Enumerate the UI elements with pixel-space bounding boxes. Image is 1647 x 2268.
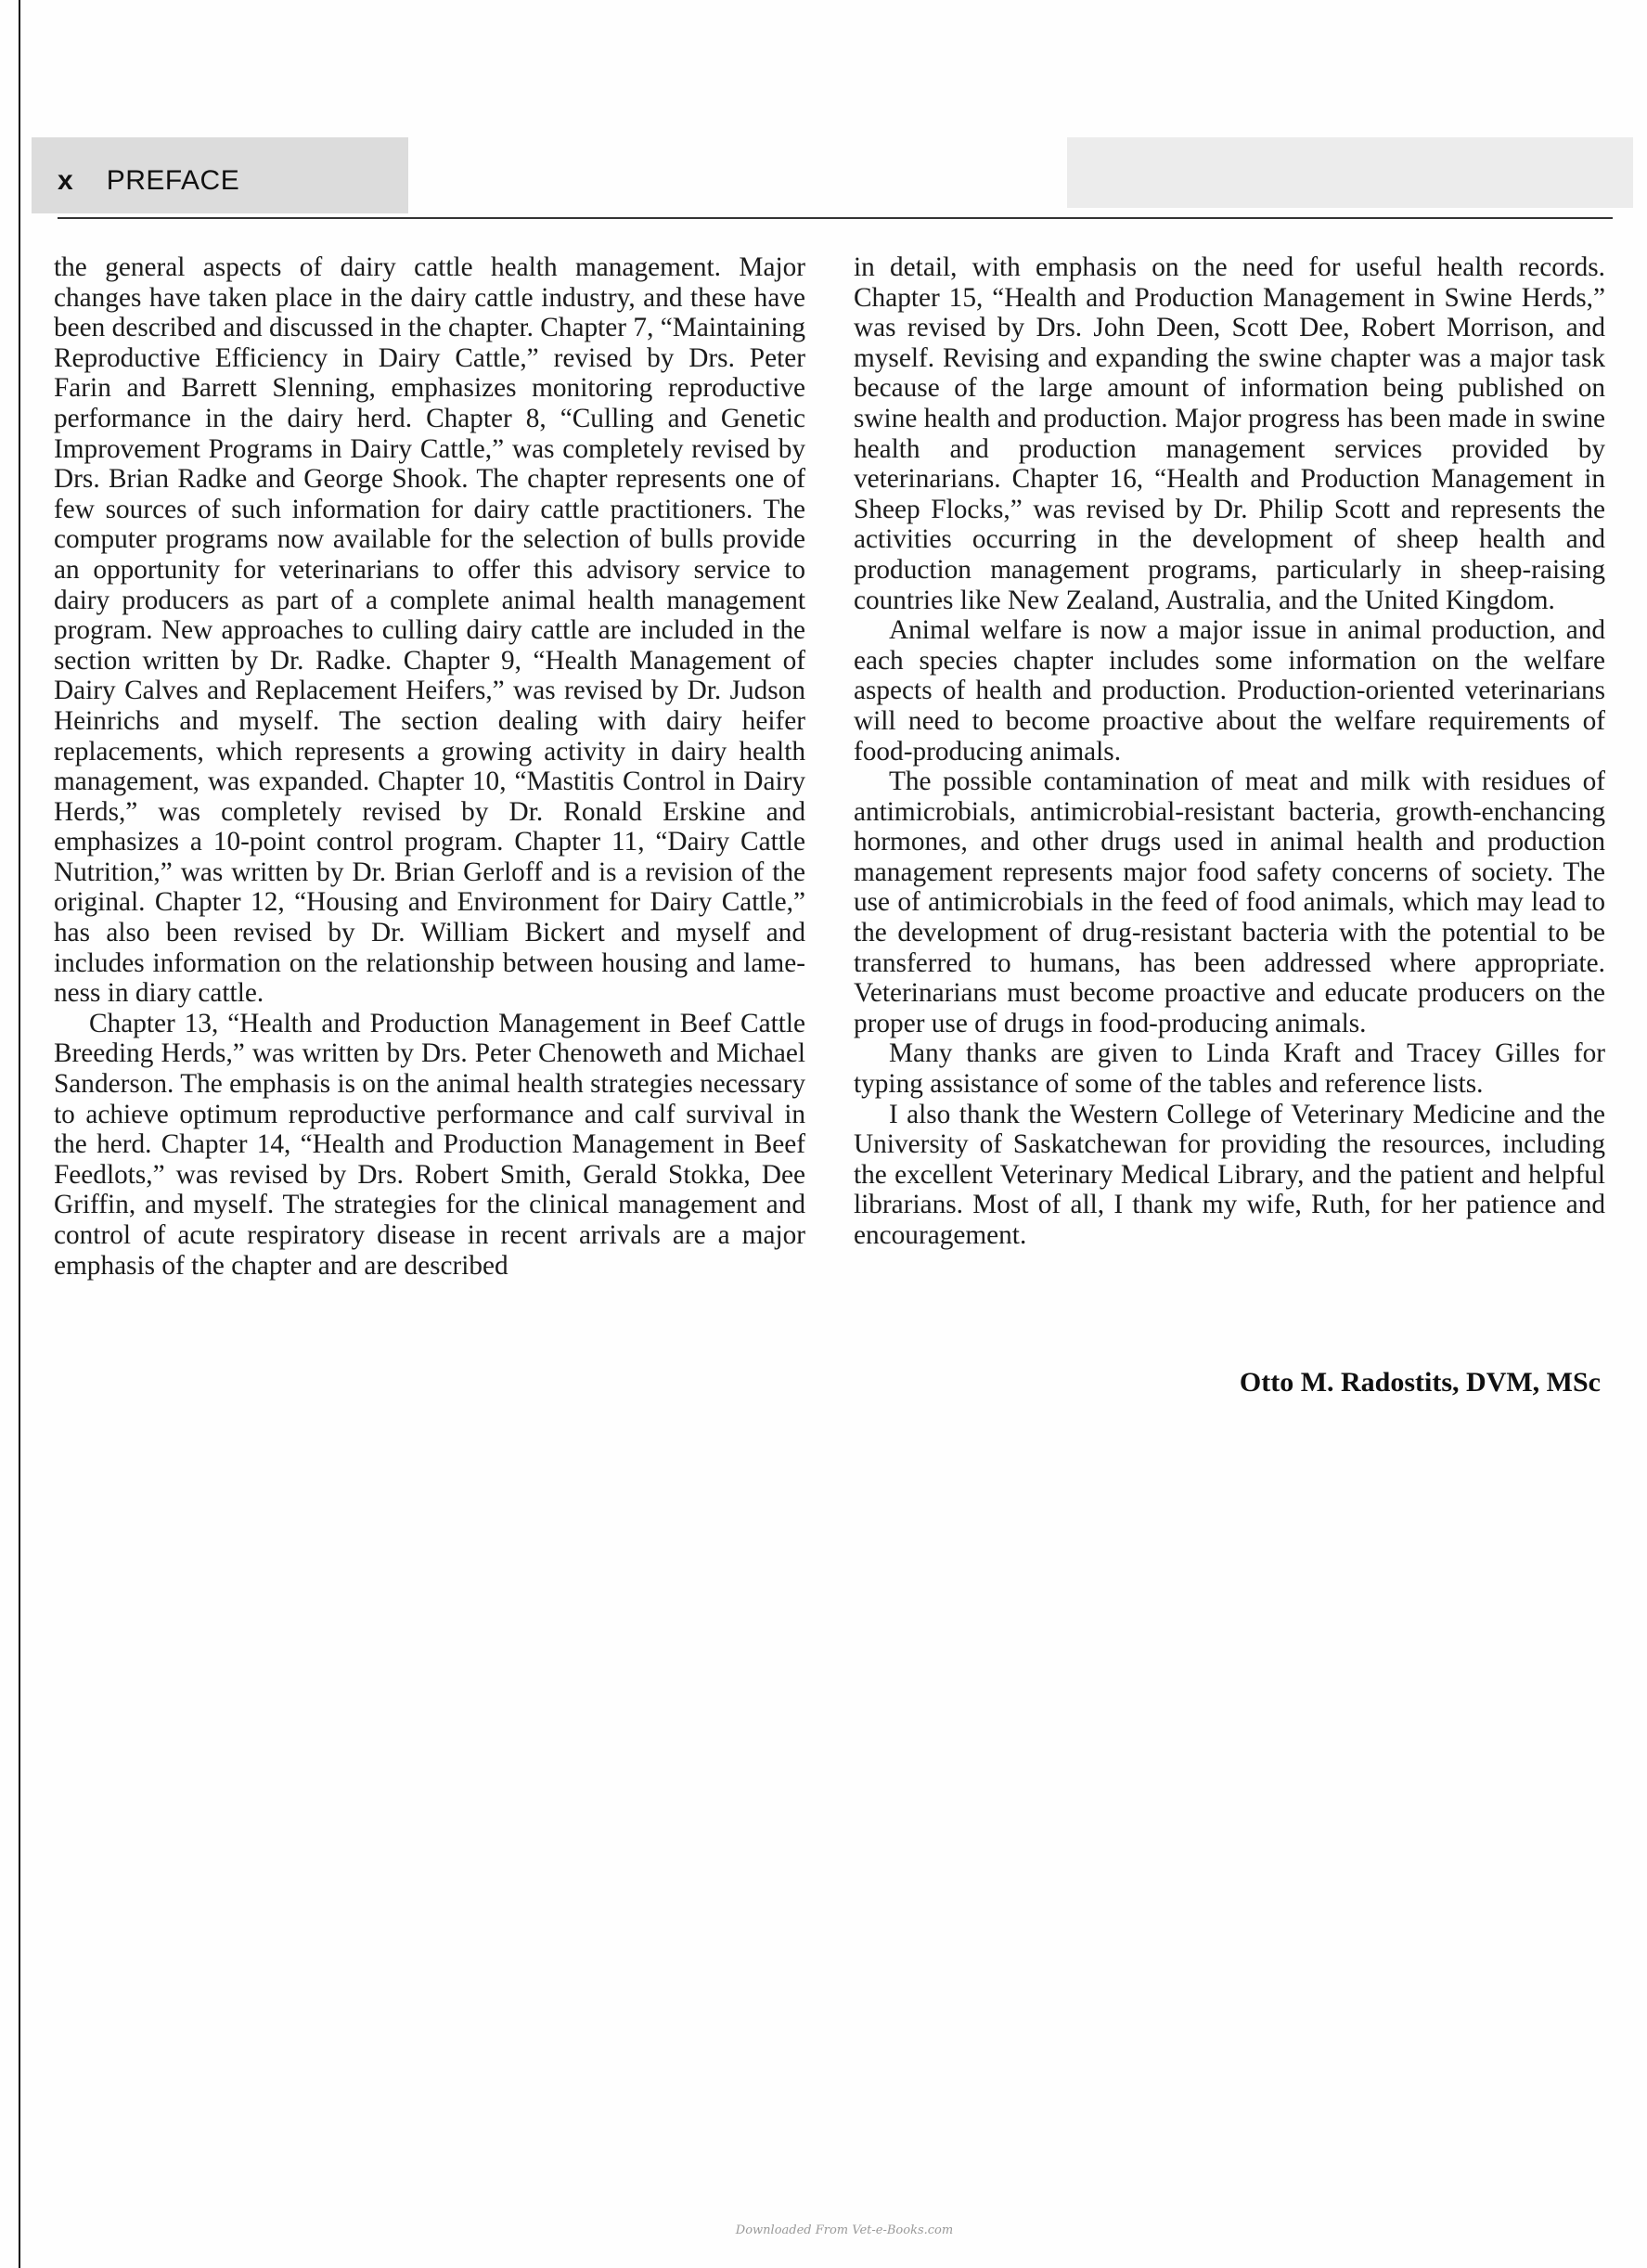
left-column: [54, 252, 805, 1281]
paragraph: Animal welfare is now a major issue in animal production, and each species chapter includes some information on the welfare aspects of health and production. Production-oriented veterinarians will need to become proactive about the welfare requirements of food-producing animals.: [854, 615, 1605, 767]
watermark: Downloaded From Vet-e-Books.com: [735, 2223, 954, 2237]
author-signature: Otto M. Radostits, DVM, MSc: [1239, 1367, 1601, 1398]
paragraph: the general aspects of dairy cattle health management. Major changes have taken place in the dairy cattle industry, and these have been described and discussed in the chapter. Chapter 7, “Maintaining Reproductive Efficiency in Dairy Cattle,” revised by Drs. Peter Farin and Barrett Slenning, emphasizes monitoring reproductive performance in the dairy herd. Chapter 8, “Culling and Genetic Improvement Programs in Dairy Cattle,” was completely revised by Drs. Brian Radke and George Shook. The chapter represents one of few sources of such information for dairy cattle practitioners. The computer programs now available for the selection of bulls provide an opportunity for veterinarians to offer this advisory service to dairy producers as part of a complete animal health management program. New approaches to culling dairy cattle are included in the section written by Dr. Radke. Chapter 9, “Health Management of Dairy Calves and Replacement Heifers,” was revised by Dr. Judson Heinrichs and myself. The section dealing with dairy heifer replacements, which represents a growing activity in dairy health management, was expanded. Chapter 10, “Mastitis Control in Dairy Herds,” was completely revised by Dr. Ronald Erskine and emphasizes a 10-point control program. Chapter 11, “Dairy Cattle Nutrition,” was written by Dr. Brian Gerloff and is a revision of the original. Chapter 12, “Housing and Environment for Dairy Cattle,” has also been revised by Dr. William Bickert and myself and includes information on the relationship between housing and lameness in diary cattle.: [54, 252, 805, 1009]
scan-shading: [1067, 137, 1633, 208]
paragraph: I also thank the Western College of Veterinary Medicine and the University of Saskatchewan for providing the resources, including the excellent Veterinary Medical Library, and the patient and helpful librarians. Most of all, I thank my wife, Ruth, for her patience and encouragement.: [854, 1099, 1605, 1250]
paragraph: in detail, with emphasis on the need for useful health records. Chapter 15, “Health and Production Management in Swine Herds,” was revised by Drs. John Deen, Scott Dee, Robert Morrison, and myself. Revising and expanding the swine chapter was a major task because of the large amount of information being published on swine health and production. Major progress has been made in swine health and production management services provided by veterinarians. Chapter 16, “Health and Production Management in Sheep Flocks,” was revised by Dr. Philip Scott and represents the activities occurring in the development of sheep health and production management programs, particularly in sheep-raising countries like New Zealand, Australia, and the United Kingdom.: [854, 252, 1605, 615]
paragraph: The possible contamination of meat and milk with residues of antimicrobials, antimicrobial-resistant bacteria, growth-enchancing hormones, and other drugs used in animal health and production management represents major food safety concerns of society. The use of antimicrobials in the feed of food animals, which may lead to the development of drug-resistant bacteria with the potential to be transferred to humans, has been addressed where appropriate. Veterinarians must become proactive and educate producers on the proper use of drugs in food-producing animals.: [854, 767, 1605, 1038]
right-column: [854, 252, 1605, 1251]
header-rule: [58, 217, 1613, 219]
page-number: x: [58, 165, 73, 196]
paragraph: Chapter 13, “Health and Production Management in Beef Cattle Breeding Herds,” was written by Drs. Peter Chenoweth and Michael Sanderson. The emphasis is on the animal health strategies necessary to achieve optimum reproductive performance and calf survival in the herd. Chapter 14, “Health and Production Management in Beef Feedlots,” was revised by Drs. Robert Smith, Gerald Stokka, Dee Griffin, and myself. The strategies for the clinical management and control of acute respiratory disease in recent arrivals are a major emphasis of the chapter and are described: [54, 1008, 805, 1281]
paragraph: Many thanks are given to Linda Kraft and Tracey Gilles for typing assistance of some of the tables and reference lists.: [854, 1038, 1605, 1100]
running-header: [58, 158, 239, 204]
section-title: PREFACE: [106, 165, 240, 196]
page-left-border: [19, 0, 20, 2268]
